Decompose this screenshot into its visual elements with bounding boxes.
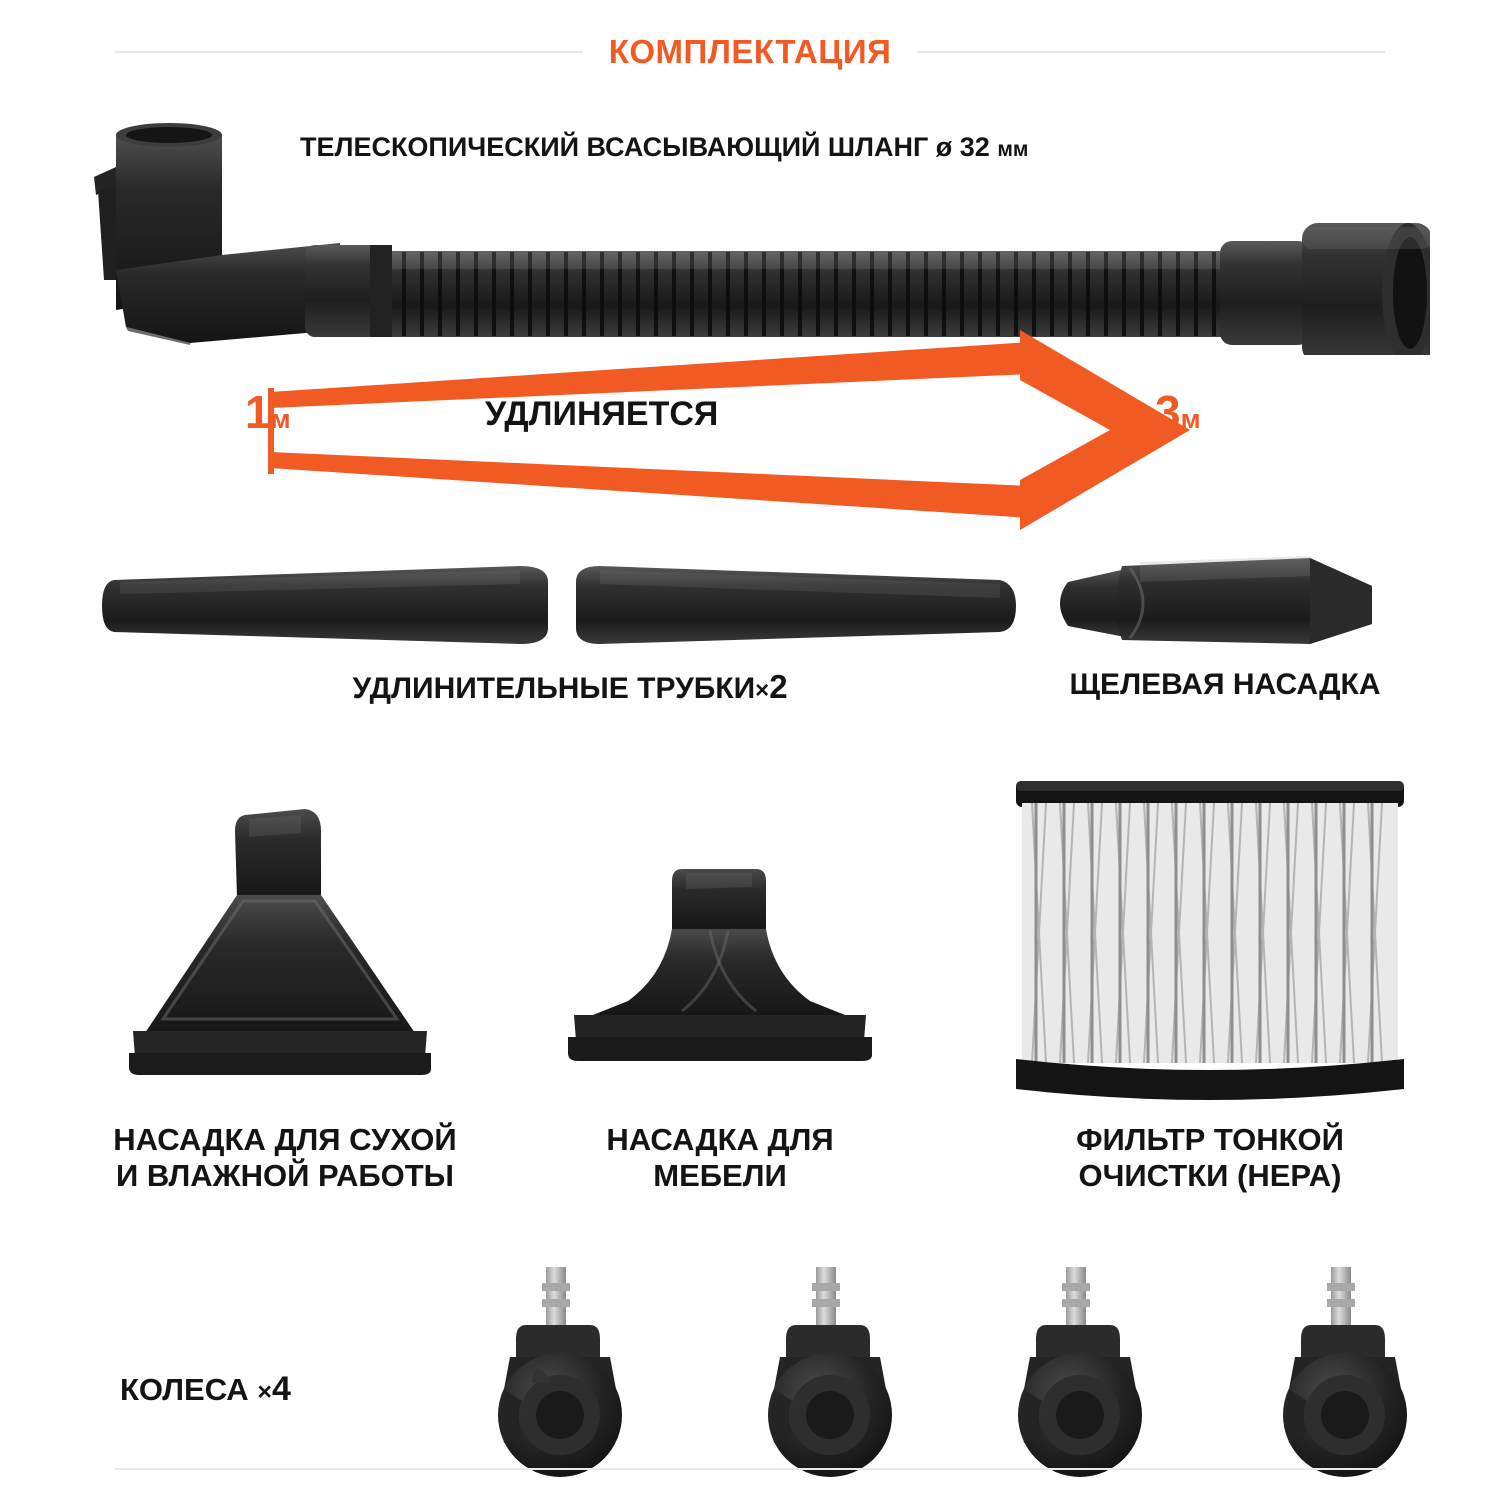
wheel-illustration — [1000, 1265, 1160, 1480]
furniture-nozzle-illustration — [560, 865, 880, 1090]
wet-dry-nozzle-illustration — [125, 805, 525, 1090]
tubes-caption — [120, 668, 1020, 707]
extend-middle-label: УДЛИНЯЕТСЯ — [485, 395, 719, 433]
filter-line2: ОЧИСТКИ (HEPA) — [1078, 1157, 1342, 1193]
extend-from-label — [245, 385, 291, 439]
filter-caption — [980, 1122, 1440, 1194]
tubes-count: 2 — [769, 668, 788, 705]
hepa-filter-illustration — [1010, 775, 1410, 1115]
wheels-label: КОЛЕСА — [120, 1372, 249, 1407]
header-rule-left — [115, 51, 583, 53]
wheels-count: 4 — [271, 1370, 291, 1408]
wheels-caption — [120, 1370, 450, 1409]
wheel-illustration — [750, 1265, 910, 1480]
extend-to-label — [1155, 385, 1201, 439]
furniture-line1: НАСАДКА ДЛЯ — [606, 1122, 834, 1157]
page-title: КОМПЛЕКТАЦИЯ — [608, 33, 892, 70]
header-rule-right — [917, 51, 1385, 53]
footer-rule — [115, 1468, 1385, 1470]
header — [0, 30, 1500, 74]
extension-indicator — [230, 330, 1330, 530]
extend-from-value: 1 — [245, 386, 271, 438]
telescopic-hose-illustration — [70, 95, 1430, 355]
furniture-caption — [540, 1122, 900, 1194]
extend-to-unit: м — [1180, 404, 1201, 434]
wet-dry-line1: НАСАДКА ДЛЯ СУХОЙ — [113, 1122, 457, 1157]
wheel-illustration — [480, 1265, 640, 1480]
wet-dry-caption — [30, 1122, 540, 1194]
extend-to-value: 3 — [1155, 386, 1181, 438]
wheels-mult: × — [257, 1378, 272, 1406]
wet-dry-line2: И ВЛАЖНОЙ РАБОТЫ — [115, 1157, 455, 1193]
crevice-nozzle-illustration — [1060, 552, 1400, 662]
extension-tubes-illustration — [100, 552, 1060, 662]
wheel-illustration — [1265, 1265, 1425, 1480]
tubes-mult: × — [755, 677, 770, 704]
extend-from-unit: м — [270, 404, 291, 434]
hose-label-text: ТЕЛЕСКОПИЧЕСКИЙ ВСАСЫВАЮЩИЙ ШЛАНГ — [300, 132, 929, 162]
crevice-caption: ЩЕЛЕВАЯ НАСАДКА — [1069, 668, 1381, 701]
filter-line1: ФИЛЬТР ТОНКОЙ — [1076, 1122, 1344, 1157]
hose-diameter: ø 32 — [935, 132, 990, 162]
furniture-line2: МЕБЕЛИ — [653, 1157, 787, 1193]
hose-diameter-unit: мм — [997, 138, 1029, 161]
tubes-label: УДЛИНИТЕЛЬНЫЕ ТРУБКИ — [352, 672, 756, 705]
